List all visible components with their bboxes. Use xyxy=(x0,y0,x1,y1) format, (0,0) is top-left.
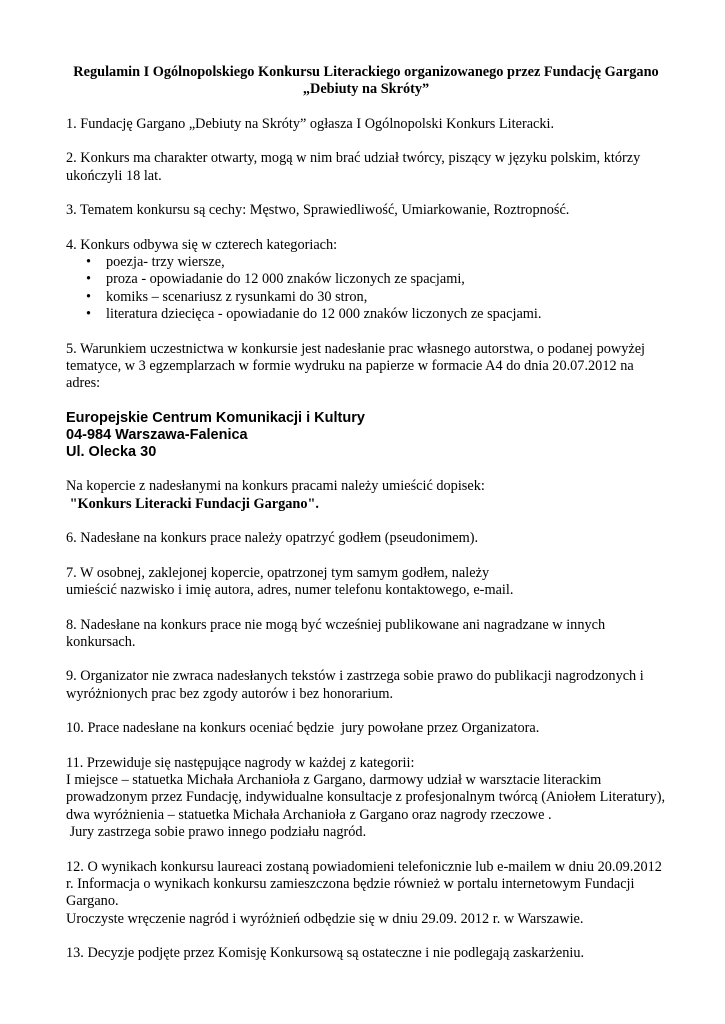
paragraph-9: 9. Organizator nie zwraca nadesłanych tekstów i zastrzega sobie prawo do publikacji nagrodzonych i wyróżnionych prac bez zgody autorów i bez honorarium. xyxy=(66,668,644,702)
list-item: • literatura dziecięca - opowiadanie do 12 000 znaków liczonych ze spacjami. xyxy=(66,306,666,323)
paragraph-4 xyxy=(66,237,666,324)
category-list xyxy=(66,254,666,324)
paragraph-3: 3. Tematem konkursu są cechy: Męstwo, Sprawiedliwość, Umiarkowanie, Roztropność. xyxy=(66,202,570,219)
paragraph-7-line-1: 7. W osobnej, zaklejonej kopercie, opatrzonej tym samym godłem, należy xyxy=(66,564,490,581)
paragraph-6: 6. Nadesłane na konkurs prace należy opatrzyć godłem (pseudonimem). xyxy=(66,530,479,547)
address-line-2: 04-984 Warszawa-Falenica xyxy=(66,427,248,444)
list-item: • poezja- trzy wiersze, xyxy=(66,254,666,271)
envelope-note: Na kopercie z nadesłanymi na konkurs pracami należy umieścić dopisek: xyxy=(66,478,485,495)
address-block xyxy=(66,410,666,462)
paragraph-4-intro: 4. Konkurs odbywa się w czterech kategoriach: xyxy=(66,236,338,253)
address-line-3: Ul. Olecka 30 xyxy=(66,444,157,461)
paragraph-13: 13. Decyzje podjęte przez Komisję Konkursową są ostateczne i nie podlegają zaskarżeniu. xyxy=(66,945,585,962)
paragraph-12 xyxy=(66,859,666,929)
list-item: • proza - opowiadanie do 12 000 znaków liczonych ze spacjami, xyxy=(66,271,666,288)
paragraph-11-intro: 11. Przewiduje się następujące nagrody w każdej z kategorii: xyxy=(66,754,415,771)
paragraph-8: 8. Nadesłane na konkurs prace nie mogą być wcześniej publikowane ani nagradzane w innych konkursach. xyxy=(66,616,606,650)
paragraph-5: 5. Warunkiem uczestnictwa w konkursie jest nadesłanie prac własnego autorstwa, o podanej powyżej tematyce, w 3 egzemplarzach w formie wydruku na papierze w formacie A4 do dnia 20.07.2012 na adres: xyxy=(66,340,646,392)
list-item: • komiks – scenariusz z rysunkami do 30 stron, xyxy=(66,289,666,306)
jury-note: Jury zastrzega sobie prawo innego podziału nagród. xyxy=(66,824,367,841)
envelope-instruction xyxy=(66,478,666,513)
prize-first-place: I miejsce – statuetka Michała Archanioła z Gargano, darmowy udział w warsztacie literackim prowadzonym przez Fundację, indywidualne konsultacje z profesjonalnym twórcą (Aniołem Literatury), xyxy=(66,771,666,806)
envelope-label: "Konkurs Literacki Fundacji Gargano". xyxy=(66,495,319,512)
paragraph-1: 1. Fundację Gargano „Debiuty na Skróty” ogłasza I Ogólnopolski Konkurs Literacki. xyxy=(66,116,555,132)
paragraph-7 xyxy=(66,565,666,600)
paragraph-11 xyxy=(66,755,666,842)
paragraph-12-main: 12. O wynikach konkursu laureaci zostaną powiadomieni telefonicznie lub e-mailem w dniu 20.09.2012 r. Informacja o wynikach konkursu zamieszczona będzie również w portalu internetowym Fundacji Gargano. xyxy=(66,858,662,910)
paragraph-10: 10. Prace nadesłane na konkurs oceniać będzie jury powołane przez Organizatora. xyxy=(66,720,540,737)
prize-honorable-mentions: dwa wyróżnienia – statuetka Michała Archanioła z Gargano oraz nagrody rzeczowe . xyxy=(66,806,552,823)
document-title: Regulamin I Ogólnopolskiego Konkursu Literackiego organizowanego przez Fundację Gargano „Debiuty na Skróty” xyxy=(73,64,659,97)
address-line-1: Europejskie Centrum Komunikacji i Kultury xyxy=(66,409,365,426)
paragraph-12-ceremony: Uroczyste wręczenie nagród i wyróżnień odbędzie się w dniu 29.09. 2012 r. w Warszawie. xyxy=(66,910,584,927)
paragraph-7-line-2: umieścić nazwisko i imię autora, adres, numer telefonu kontaktowego, e-mail. xyxy=(66,582,514,599)
document-page xyxy=(66,64,666,980)
paragraph-2: 2. Konkurs ma charakter otwarty, mogą w nim brać udział twórcy, piszący w języku polskim, którzy ukończyli 18 lat. xyxy=(66,150,641,184)
